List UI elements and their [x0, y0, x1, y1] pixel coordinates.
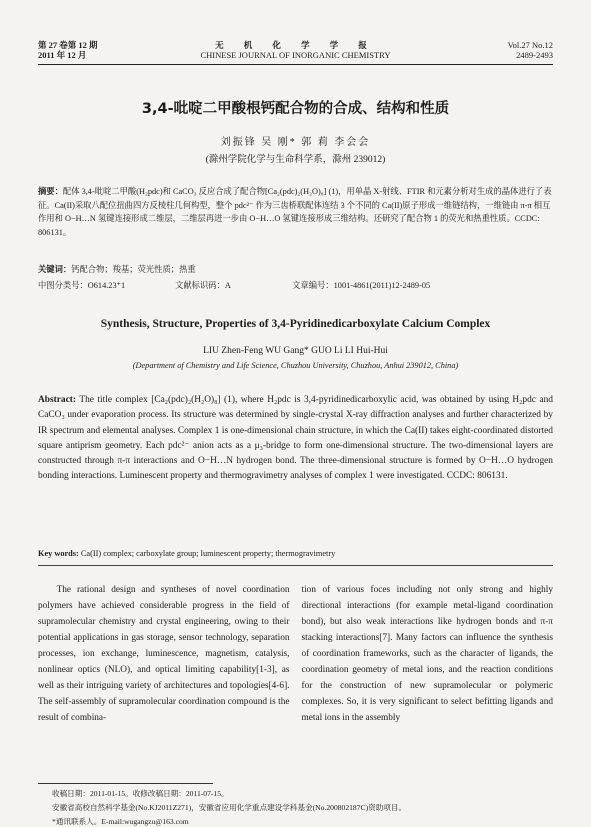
body-paragraph-right: tion of various foces including not only strong and highly directional interactions (for example metal-ligand coordination bond), but also weak interactions like hydrogen bonds and π-π stacking interactions[7]. Many factors can influence the synthesis of coordination frameworks, such as the character of ligands, the coordination geometry of metal ions, and the reaction conditions for the construction of new supramolecular or polymeric complexes. So, it is very significant to select befitting ligands and metal ions in the assembly: [301, 585, 553, 723]
journal-name-en: CHINESE JOURNAL OF INORGANIC CHEMISTRY: [200, 50, 391, 60]
volume-number: Vol.27 No.12: [507, 40, 553, 50]
footnote-rule: [38, 783, 213, 784]
footnote-contact: *通讯联系人。E-mail:wugangzu@163.com: [52, 817, 189, 826]
classification-line: [38, 279, 553, 291]
body-text: [38, 582, 553, 782]
chinese-abstract-label: 摘要：: [38, 187, 63, 196]
chinese-keywords: [38, 263, 553, 275]
volume-issue: 第 27 卷第 12 期: [38, 40, 98, 50]
chinese-abstract: [38, 185, 553, 239]
english-keywords-label: Key words:: [38, 549, 79, 558]
footnote-funding: 安徽省高校自然科学基金(No.KJ2011Z271)，安徽省应用化学重点建设学科基金(No.200802187C)资助项目。: [52, 803, 407, 812]
body-column-left: [38, 582, 290, 782]
english-title: Synthesis, Structure, Properties of 3,4-Pyridinedicarboxylate Calcium Complex: [100, 318, 491, 330]
chinese-abstract-text: 配体 3,4-吡啶二甲酸(H₂pdc)和 CaCO₃ 反应合成了配合物[Ca₂(pdc)₂(H₂O)₈] (1)，用单晶 X-射线、FTIR 和元素分析对生成的晶体进行了表征。Ca(II)采取八配位扭曲四方反棱柱几何构型，整个 pdc²⁻ 作为三齿桥联配体连结 3 个不同的 Ca(II)原子形成一维链结构，一维链由 π-π 相互作用和 O−H…N 氢键连接形成二维层，二维层再进一步由 O−H…O 氢键连接形成三维结构。还研究了配合物 1 的荧光和热重性质。CCDC: 806131。: [38, 187, 552, 237]
header-pages: [508, 40, 553, 60]
running-header: [38, 40, 553, 64]
article-id: 文章编号：1001-4861(2011)12-2489-05: [292, 281, 431, 290]
body-paragraph-left: The rational design and syntheses of novel coordination polymers have achieved considerable progress in the field of supramolecular chemistry and crystal engineering, owing to their potential applications in gas storage, sensor technology, separation processes, ion exchange, luminescence, magnetism, catalysis, nonlinear optics (NLO), and optical limiting capability[1-3], as well as their intriguing variety of architectures and topologies[4-6]. The self-assembly of supramolecular coordination compound is the result of combina-: [38, 585, 290, 723]
journal-name-cn: 无 机 化 学 学 报: [215, 40, 376, 50]
journal-name: [38, 40, 553, 60]
english-keywords-text: Ca(II) complex; carboxylate group; luminescent property; thermogravimetry: [80, 549, 336, 558]
chinese-authors: 刘振锋 吴 刚* 郭 莉 李会会: [220, 137, 371, 148]
english-abstract-label: Abstract:: [38, 395, 77, 405]
chinese-keywords-text: 钙配合物；羧基；荧光性质；热重: [71, 265, 196, 274]
english-abstract-text: The title complex [Ca₂(pdc)₂(H₂O)₈] (1), where H₂pdc is 3,4-pyridinedicarboxylic acid, was obtained by using H₂pdc and CaCO₃ under evaporation process. Its structure was determined by single-crystal X-ray diffraction analyses and further characterized by IR spectrum and elemental analyses. Complex 1 is one-dimensional chain structure, in which the Ca(II) takes eight-coordinated distorted square antiprism geometry. Each pdc²⁻ anion acts as a μ₃-bridge to form one-dimensional structure. The two-dimensional layers are constructed through π-π interactions and O−H…N hydrogen bond. The three-dimensional structure is formed by O−H…O hydrogen bonding interactions. Luminescent property and thermogravimetry analyses of complex 1 were investigated. CCDC: 806131.: [38, 395, 553, 482]
chinese-title: 3,4-吡啶二甲酸根钙配合物的合成、结构和性质: [141, 101, 450, 117]
english-keywords: [38, 549, 553, 558]
document-code: 文献标识码：A: [175, 281, 231, 290]
page-range: 2489-2493: [516, 50, 553, 60]
english-affiliation: (Department of Chemistry and Life Science, Chuzhou University, Chuzhou, Anhui 239012, China): [132, 361, 459, 370]
chinese-affiliation: (滁州学院化学与生命科学系，滁州 239012): [205, 155, 386, 165]
clc-number: 中图分类号：O614.23⁺1: [38, 281, 126, 290]
issue-date: 2011 年 12 月: [38, 50, 87, 60]
english-authors: LIU Zhen-Feng WU Gang* GUO Li LI Hui-Hui: [203, 346, 388, 356]
body-column-right: [302, 582, 554, 782]
header-rule: [38, 64, 553, 65]
english-abstract: [38, 393, 553, 485]
footnote-received: 收稿日期：2011-01-15。收修改稿日期：2011-07-15。: [52, 789, 229, 798]
chinese-keywords-label: 关键词：: [38, 265, 72, 274]
section-rule: [38, 565, 553, 566]
